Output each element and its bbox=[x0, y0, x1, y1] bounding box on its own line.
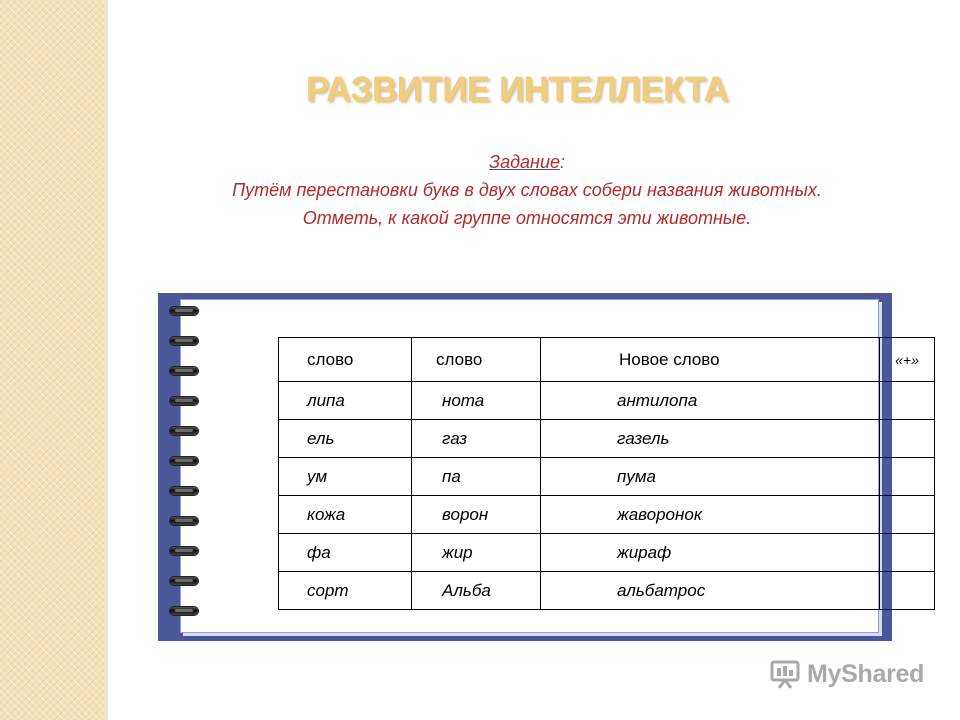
table-row bbox=[279, 458, 935, 496]
spiral-ring bbox=[170, 607, 198, 615]
cell-word-1: ель bbox=[279, 420, 412, 458]
task-label-line bbox=[140, 148, 914, 176]
cell-word-1: сорт bbox=[279, 572, 412, 610]
cell-word-2: па bbox=[412, 458, 541, 496]
cell-plus[interactable] bbox=[880, 382, 935, 420]
spiral-ring bbox=[170, 397, 198, 405]
cell-plus[interactable] bbox=[880, 534, 935, 572]
table-header-row bbox=[279, 338, 935, 382]
cell-plus[interactable] bbox=[880, 420, 935, 458]
cell-new-word: жираф bbox=[541, 534, 880, 572]
header-word-2: слово bbox=[412, 338, 541, 382]
spiral-binding bbox=[170, 307, 200, 627]
cell-word-2: нота bbox=[412, 382, 541, 420]
spiral-ring bbox=[170, 457, 198, 465]
task-label-colon: : bbox=[559, 152, 565, 172]
header-new-word: Новое слово bbox=[541, 338, 880, 382]
cell-word-2: Альба bbox=[412, 572, 541, 610]
cell-word-1: ум bbox=[279, 458, 412, 496]
table-row bbox=[279, 496, 935, 534]
cell-word-1: липа bbox=[279, 382, 412, 420]
cell-new-word: антилопа bbox=[541, 382, 880, 420]
spiral-ring bbox=[170, 517, 198, 525]
table-row bbox=[279, 382, 935, 420]
cell-word-2: газ bbox=[412, 420, 541, 458]
cell-word-1: кожа bbox=[279, 496, 412, 534]
spiral-ring bbox=[170, 367, 198, 375]
anagram-table bbox=[278, 337, 935, 610]
spiral-ring bbox=[170, 577, 198, 585]
spiral-ring bbox=[170, 337, 198, 345]
cell-plus[interactable] bbox=[880, 572, 935, 610]
cell-word-2: жир bbox=[412, 534, 541, 572]
presentation-icon bbox=[768, 659, 802, 689]
myshared-watermark bbox=[768, 656, 924, 692]
table-row bbox=[279, 534, 935, 572]
spiral-ring bbox=[170, 487, 198, 495]
task-text bbox=[140, 148, 914, 232]
cell-new-word: альбатрос bbox=[541, 572, 880, 610]
task-label: Задание bbox=[489, 152, 560, 172]
cell-new-word: пума bbox=[541, 458, 880, 496]
table-row bbox=[279, 572, 935, 610]
watermark-text: MyShared bbox=[807, 659, 925, 688]
cell-word-1: фа bbox=[279, 534, 412, 572]
task-line-2: Отметь, к какой группе относятся эти животные. bbox=[302, 208, 752, 228]
spiral-ring bbox=[170, 547, 198, 555]
task-line-1: Путём перестановки букв в двух словах собери названия животных. bbox=[232, 180, 822, 200]
cell-plus[interactable] bbox=[880, 496, 935, 534]
header-word-1: слово bbox=[279, 338, 412, 382]
cell-new-word: газель bbox=[541, 420, 880, 458]
cell-new-word: жаворонок bbox=[541, 496, 880, 534]
slide-title: РАЗВИТИЕ ИНТЕЛЛЕКТА bbox=[305, 70, 729, 109]
cell-plus[interactable] bbox=[880, 458, 935, 496]
spiral-ring bbox=[170, 427, 198, 435]
table-row bbox=[279, 420, 935, 458]
cell-word-2: ворон bbox=[412, 496, 541, 534]
header-plus: «+» bbox=[880, 338, 935, 382]
spiral-ring bbox=[170, 307, 198, 315]
